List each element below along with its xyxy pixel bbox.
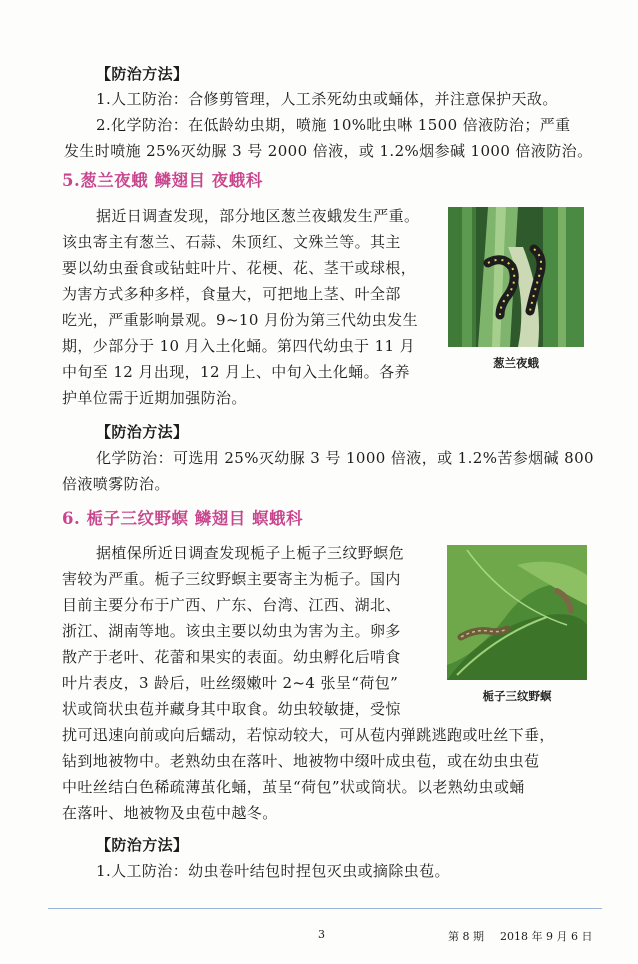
section-title: 6. 栀子三纹野螟 鳞翅目 螟蛾科 bbox=[62, 509, 303, 528]
caterpillar-illustration bbox=[448, 207, 584, 347]
paragraph-line: 扰可迅速向前或向后蠕动，若惊动较大，可从苞内弹跳逃跑或吐丝下垂， bbox=[62, 726, 555, 744]
figure-caption: 葱兰夜蛾 bbox=[493, 356, 539, 370]
paragraph-line: 据植保所近日调查发现栀子上栀子三纹野螟危 bbox=[96, 544, 405, 562]
paragraph-line: 据近日调查发现，部分地区葱兰夜蛾发生严重。 bbox=[96, 207, 420, 225]
method-line: 1.人工防治：幼虫卷叶结包时捏包灭虫或摘除虫苞。 bbox=[96, 862, 450, 880]
figure-caption: 栀子三纹野螟 bbox=[482, 689, 552, 703]
paragraph-line: 护单位需于近期加强防治。 bbox=[62, 389, 247, 407]
method-heading: 【防治方法】 bbox=[96, 836, 189, 854]
paragraph-line: 浙江、湖南等地。该虫主要以幼虫为害为主。卵多 bbox=[62, 622, 401, 640]
leaf-illustration bbox=[447, 545, 587, 680]
paragraph-line: 中旬至 12 月出现，12 月上、中旬入土化蛹。各养 bbox=[62, 363, 410, 381]
paragraph-line: 害较为严重。栀子三纹野螟主要寄主为栀子。国内 bbox=[62, 570, 401, 588]
paragraph-line: 吃光，严重影响景观。9~10 月份为第三代幼虫发生 bbox=[62, 311, 418, 329]
issue-number: 第 8 期 bbox=[448, 930, 484, 943]
method-line: 2.化学防治：在低龄幼虫期，喷施 10%吡虫啉 1500 倍液防治；严重 bbox=[96, 116, 571, 134]
paragraph-line: 中吐丝结白色稀疏薄茧化蛹，茧呈“荷包”状或筒状。以老熟幼虫或蛹 bbox=[62, 778, 525, 796]
page-number: 3 bbox=[318, 928, 325, 941]
paragraph-line: 叶片表皮，3 龄后，吐丝缀嫩叶 2~4 张呈“荷包” bbox=[62, 674, 399, 692]
paragraph-line: 状或筒状虫苞并藏身其中取食。幼虫较敏捷，受惊 bbox=[62, 700, 401, 718]
method-line: 倍液喷雾防治。 bbox=[62, 475, 170, 493]
leaf-caterpillar-photo bbox=[447, 545, 587, 680]
paragraph-line: 目前主要分布于广西、广东、台湾、江西、湖北、 bbox=[62, 596, 401, 614]
method-heading: 【防治方法】 bbox=[96, 65, 189, 83]
paragraph-line: 在落叶、地被物及虫苞中越冬。 bbox=[62, 804, 278, 822]
paragraph-line: 该虫寄主有葱兰、石蒜、朱顶红、文殊兰等。其主 bbox=[62, 233, 401, 251]
section-title: 5.葱兰夜蛾 鳞翅目 夜蛾科 bbox=[62, 171, 263, 190]
method-heading: 【防治方法】 bbox=[96, 423, 189, 441]
method-line: 发生时喷施 25%灭幼脲 3 号 2000 倍液，或 1.2%烟参碱 1000 倍液防治。 bbox=[64, 142, 593, 160]
paragraph-line: 钻到地被物中。老熟幼虫在落叶、地被物中缀叶成虫苞，或在幼虫虫苞 bbox=[62, 752, 540, 770]
method-line: 化学防治：可选用 25%灭幼脲 3 号 1000 倍液，或 1.2%苦参烟碱 800 bbox=[96, 449, 594, 467]
paragraph-line: 要以幼虫蚕食或钻蛀叶片、花梗、花、茎干或球根， bbox=[62, 259, 417, 277]
paragraph-line: 期，少部分于 10 月入土化蛹。第四代幼虫于 11 月 bbox=[62, 337, 416, 355]
paragraph-line: 为害方式多种多样，食量大，可把地上茎、叶全部 bbox=[62, 285, 401, 303]
paragraph-line: 散产于老叶、花蕾和果实的表面。幼虫孵化后啃食 bbox=[62, 648, 401, 666]
method-line: 1.人工防治：合修剪管理，人工杀死幼虫或蛹体，并注意保护天敌。 bbox=[96, 90, 558, 108]
issue-date: 2018 年 9 月 6 日 bbox=[500, 930, 593, 943]
caterpillar-photo bbox=[448, 207, 584, 347]
footer-divider bbox=[48, 908, 602, 909]
